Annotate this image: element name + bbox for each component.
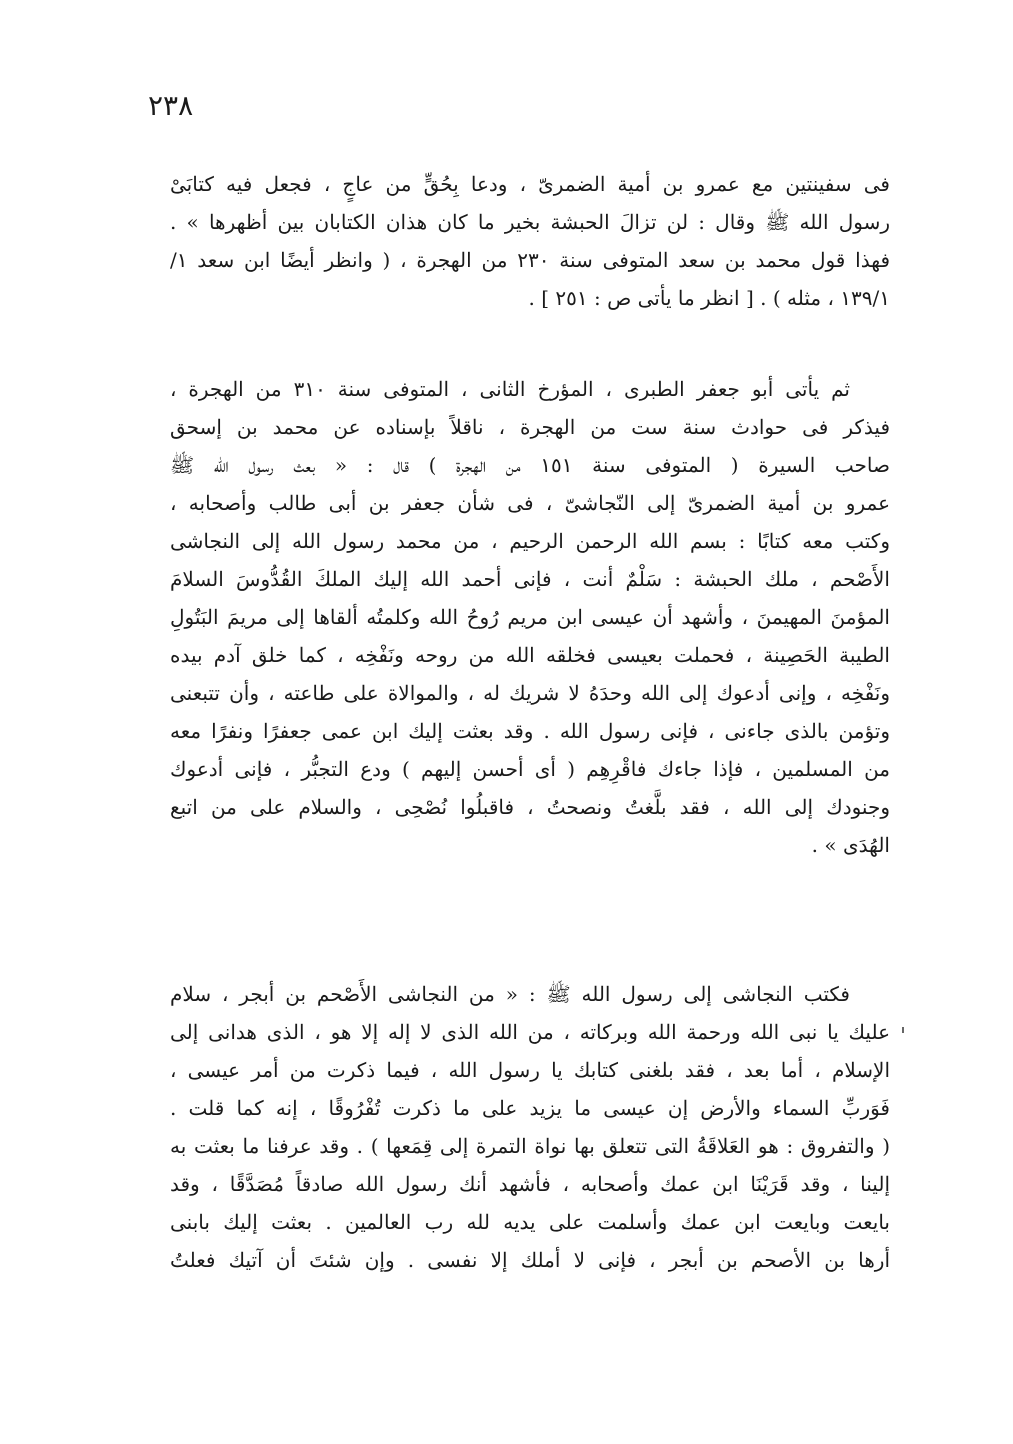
margin-mark (902, 1027, 904, 1033)
text-line: فهذا قول محمد بن سعد المتوفى سنة ٢٣٠ من الهجرة ، ( وانظر أيضًا ابن سعد ١/ (170, 248, 890, 272)
text-line: المؤمنَ المهيمنَ ، وأشهد أن عيسى ابن مريم رُوحُ الله وكلمتُه ألقاها إلى مريمَ البَتُولِ (170, 605, 890, 629)
text-line: الإسلام ، أما بعد ، فقد بلغنى كتابك يا رسول الله ، فيما ذكرت من أمر عيسى ، (170, 1058, 890, 1082)
paragraph-3 (170, 975, 890, 1279)
text-line: ( والتفروق : هو العَلاقَةُ التى تتعلق بها نواة التمرة إلى قِمَعها ) . وقد عرفنا ما بعثت به (170, 1134, 890, 1158)
text-line: رسول الله ﷺ وقال : لن تزالَ الحبشة بخير ما كان هذان الكتابان بين أظهرها » . (170, 210, 890, 234)
text-line: من المسلمين ، فإذا جاءك فاقْرِهِم ( أى أحسن إليهم ) ودع التجبُّر ، فإنى أدعوك (170, 757, 890, 781)
text-line: إلينا ، وقد قَرَيْنَا ابن عمك وأصحابه ، فأشهد أنك رسول الله صادقاً مُصَدَّقًا ، وقد (170, 1172, 890, 1196)
text-line: وجنودك إلى الله ، فقد بلَّغتُ ونصحتُ ، فاقبلُوا نُصْحِى ، والسلام على من اتبع (170, 795, 890, 819)
text-line: أرها بن الأصحم بن أبجر ، فإنى لا أملك إلا نفسى . وإن شئتَ أن آتيك فعلتُ (170, 1248, 890, 1272)
text-line: ١٣٩/١ ، مثله ) . [ انظر ما يأتى ص : ٢٥١ ] . (528, 286, 890, 310)
text-line: صاحب السيرة ( المتوفى سنة ١٥١ من الهجرة ) قال : « بعث رسول الله ﷺ (170, 453, 890, 477)
text-line: عمرو بن أمية الضمرىّ إلى النّجاشىّ ، فى شأن جعفر بن أبى طالب وأصحابه ، (170, 491, 890, 515)
text-line: فكتب النجاشى إلى رسول الله ﷺ : « من النجاشى الأَصْحم بن أبجر ، سلام (170, 982, 850, 1006)
text-line: فَوَربِّ السماء والأرض إن عيسى ما يزيد على ما ذكرت تُفْرُوقًا ، إنه كما قلت . (170, 1096, 890, 1120)
text-line: الهُدَى » . (811, 833, 890, 857)
text-line: وتؤمن بالذى جاءنى ، فإنى رسول الله . وقد بعثت إليك ابن عمى جعفرًا ونفرًا معه (170, 719, 890, 743)
text-line: الطيبة الحَصِينة ، فحملت بعيسى فخلقه الله من روحه ونَفْخِه ، كما خلق آدم بيده (170, 643, 890, 667)
text-line: الأَصْحم ، ملك الحبشة : سَلْمٌ أنت ، فإنى أحمد الله إليك الملكَ القُدُّوسَ السلامَ (170, 567, 890, 591)
text-line: ثم يأتى أبو جعفر الطبرى ، المؤرخ الثانى ، المتوفى سنة ٣١٠ من الهجرة ، (170, 377, 850, 401)
page-number: ٢٣٨ (148, 89, 194, 122)
paragraph-2 (170, 370, 890, 864)
text-line: فى سفينتين مع عمرو بن أمية الضمرىّ ، ودعا بِحُقٍّ من عاجٍ ، فجعل فيه كتابَىْ (170, 172, 890, 196)
text-line: فيذكر فى حوادث سنة ست من الهجرة ، ناقلاً بإسناده عن محمد بن إسحق (170, 415, 890, 439)
text-line: وكتب معه كتابًا : بسم الله الرحمن الرحيم ، من محمد رسول الله إلى النجاشى (170, 529, 890, 553)
text-line: ونَفْخِه ، وإنى أدعوك إلى الله وحدَهُ لا شريك له ، والموالاة على طاعته ، وأن تتبعنى (170, 681, 890, 705)
text-line: بايعت وبايعت ابن عمك وأسلمت على يديه لله رب العالمين . بعثت إليك بابنى (170, 1210, 890, 1234)
text-line: عليك يا نبى الله ورحمة الله وبركاته ، من الله الذى لا إله إلا هو ، الذى هدانى إلى (170, 1020, 890, 1044)
paragraph-1 (170, 165, 890, 317)
